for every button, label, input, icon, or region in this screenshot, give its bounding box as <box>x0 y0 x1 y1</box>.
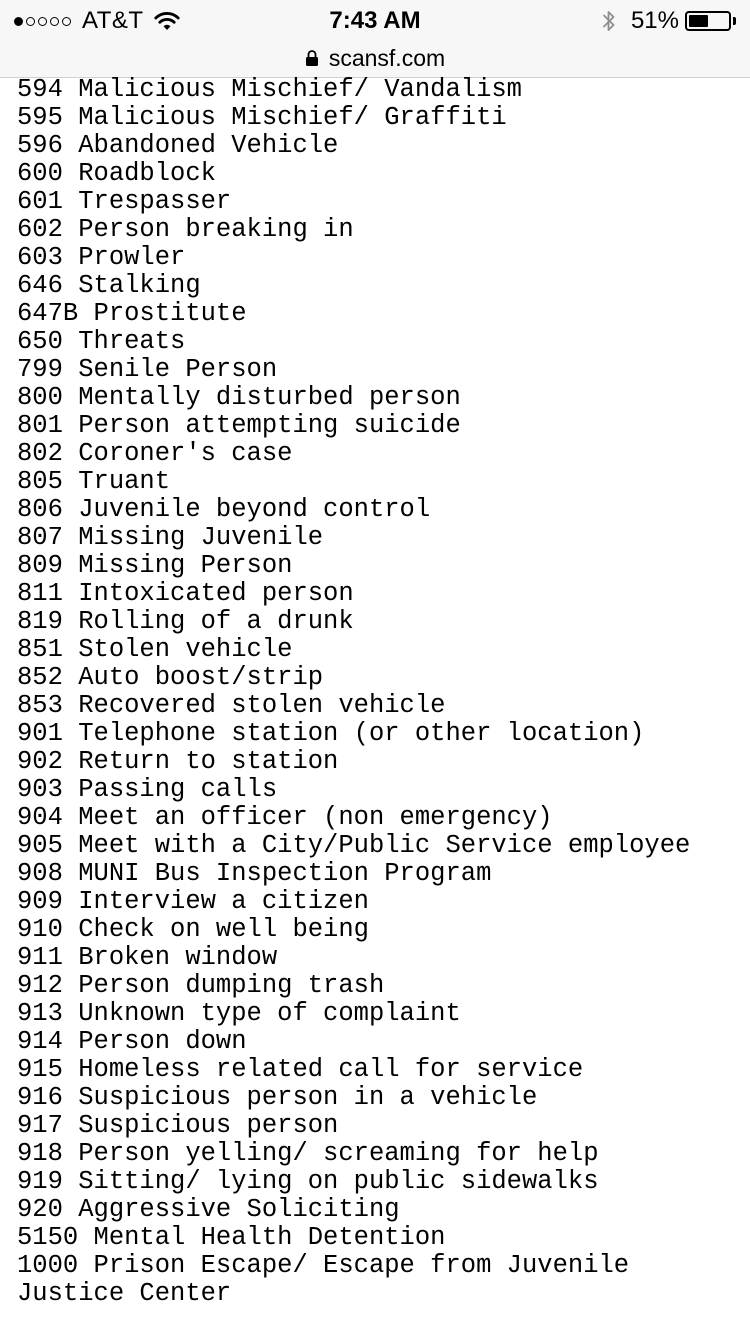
code-line: 801 Person attempting suicide <box>17 411 461 440</box>
code-line: 852 Auto boost/strip <box>17 663 324 692</box>
code-line: 913 Unknown type of complaint <box>17 999 461 1028</box>
battery-icon <box>685 11 731 31</box>
battery-percent: 51% <box>630 7 679 34</box>
code-line: 919 Sitting/ lying on public sidewalks <box>17 1167 599 1196</box>
code-line: 916 Suspicious person in a vehicle <box>17 1083 538 1112</box>
status-time: 7:43 AM <box>329 7 421 34</box>
code-line: 853 Recovered stolen vehicle <box>17 691 446 720</box>
code-line: 914 Person down <box>17 1027 247 1056</box>
code-line: 646 Stalking <box>17 271 201 300</box>
code-list <box>17 76 742 1308</box>
code-line: 802 Coroner's case <box>17 439 293 468</box>
code-line: 799 Senile Person <box>17 355 278 384</box>
code-line: 602 Person breaking in <box>17 215 354 244</box>
code-line: 601 Trespasser <box>17 187 232 216</box>
code-line: 915 Homeless related call for service <box>17 1055 584 1084</box>
code-line: 904 Meet an officer (non emergency) <box>17 803 553 832</box>
code-line: 819 Rolling of a drunk <box>17 607 354 636</box>
code-line: 917 Suspicious person <box>17 1111 339 1140</box>
code-line: 901 Telephone station (or other location) <box>17 719 645 748</box>
code-line: 805 Truant <box>17 467 171 496</box>
code-line: 911 Broken window <box>17 943 278 972</box>
code-line: 800 Mentally disturbed person <box>17 383 461 412</box>
code-line: 650 Threats <box>17 327 186 356</box>
code-line: 903 Passing calls <box>17 775 278 804</box>
code-line: 647B Prostitute <box>17 299 247 328</box>
battery-level-fill <box>689 15 708 27</box>
bluetooth-icon <box>601 9 617 33</box>
code-line: 806 Juvenile beyond control <box>17 495 431 524</box>
code-line: 902 Return to station <box>17 747 339 776</box>
code-line: Justice Center <box>17 1279 232 1308</box>
code-line: 910 Check on well being <box>17 915 369 944</box>
code-line: 809 Missing Person <box>17 551 293 580</box>
lock-icon <box>305 49 319 67</box>
code-line: 594 Malicious Mischief/ Vandalism <box>17 75 522 104</box>
code-line: 918 Person yelling/ screaming for help <box>17 1139 599 1168</box>
code-line: 908 MUNI Bus Inspection Program <box>17 859 492 888</box>
code-line: 600 Roadblock <box>17 159 216 188</box>
code-line: 1000 Prison Escape/ Escape from Juvenile <box>17 1251 630 1280</box>
code-line: 603 Prowler <box>17 243 186 272</box>
code-line: 596 Abandoned Vehicle <box>17 131 339 160</box>
code-line: 905 Meet with a City/Public Service employee <box>17 831 691 860</box>
code-line: 595 Malicious Mischief/ Graffiti <box>17 103 507 132</box>
status-bar <box>0 0 750 40</box>
code-line: 912 Person dumping trash <box>17 971 385 1000</box>
carrier-label: AT&T <box>82 7 144 34</box>
battery-cap <box>733 17 736 25</box>
status-right <box>601 8 736 34</box>
code-line: 920 Aggressive Soliciting <box>17 1195 400 1224</box>
code-line: 909 Interview a citizen <box>17 887 369 916</box>
code-line: 851 Stolen vehicle <box>17 635 293 664</box>
code-line: 5150 Mental Health Detention <box>17 1223 446 1252</box>
address-bar[interactable] <box>0 40 750 78</box>
code-line: 807 Missing Juvenile <box>17 523 324 552</box>
url-text[interactable]: scansf.com <box>328 45 446 71</box>
code-line: 811 Intoxicated person <box>17 579 354 608</box>
